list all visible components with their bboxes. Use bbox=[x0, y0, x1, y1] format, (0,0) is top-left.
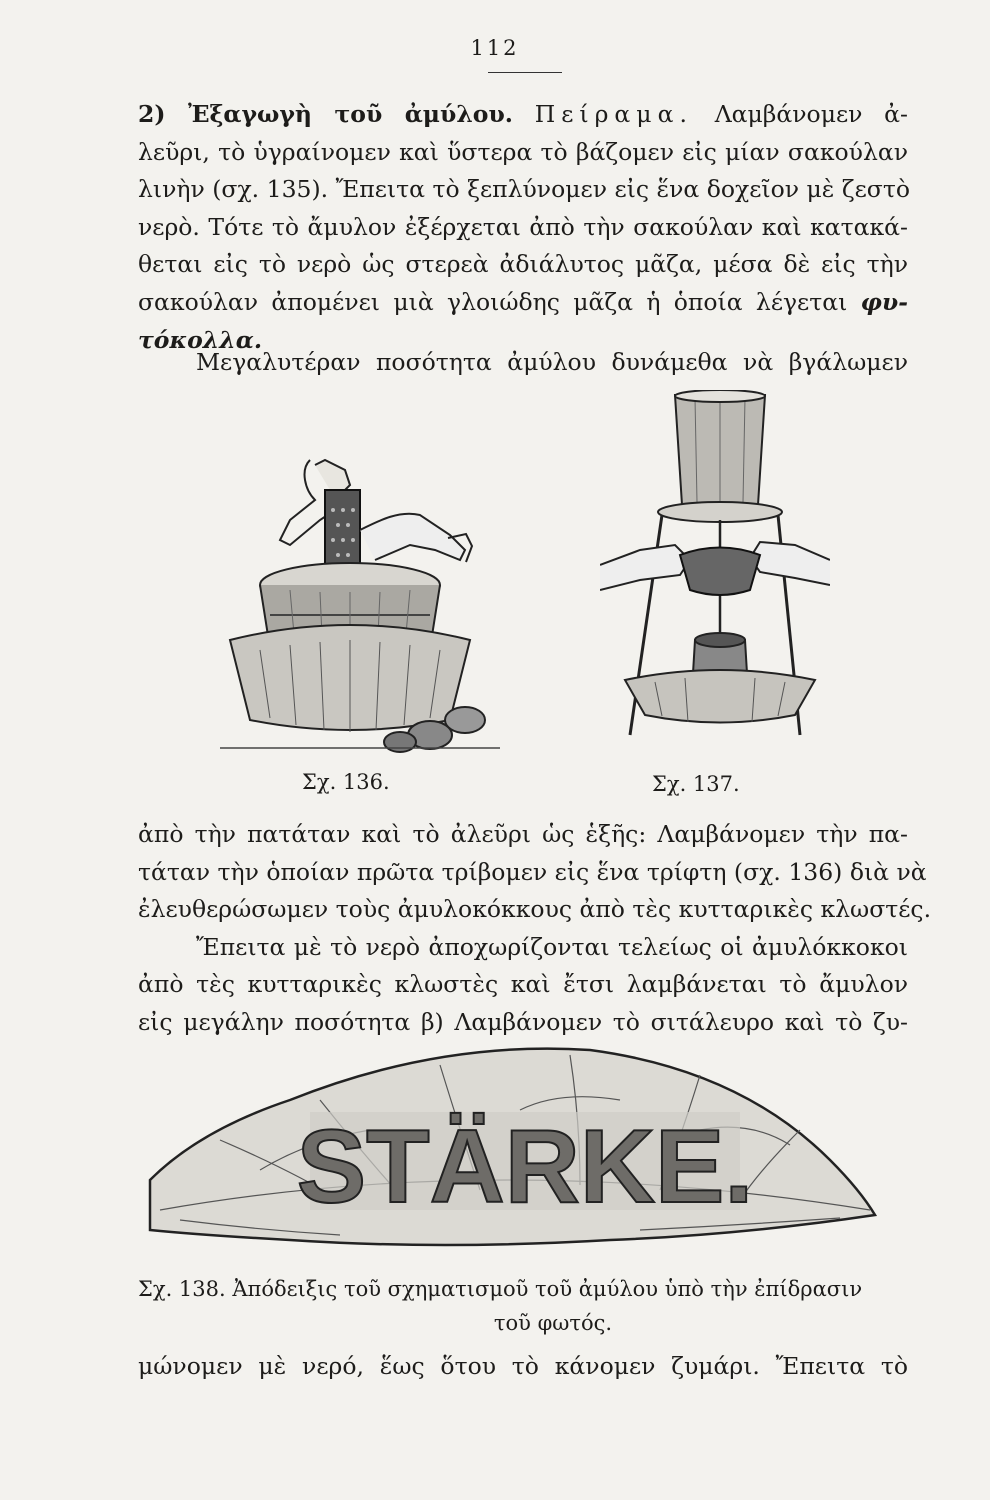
text-line bbox=[138, 284, 908, 322]
text-line: τάταν τὴν ὁποίαν πρῶτα τρίβομεν εἰς ἕνα τρίφτη (σχ. 136) διὰ νὰ bbox=[138, 857, 927, 886]
term-phytocolla: φυ- bbox=[860, 287, 908, 316]
text-line: λεῦρι, τὸ ὑγραίνομεν καὶ ὕστερα τὸ βάζομεν εἰς μίαν σακούλαν bbox=[138, 137, 908, 166]
text-line: νερὸ. Τότε τὸ ἄμυλον ἐξέρχεται ἀπὸ τὴν σακούλαν καὶ κατακά- bbox=[138, 212, 908, 241]
text-line: θεται εἰς τὸ νερὸ ὡς στερεὰ ἀδιάλυτος μᾶζα, μέσα δὲ εἰς τὴν bbox=[138, 250, 908, 279]
figure-136-caption: Σχ. 136. bbox=[302, 770, 390, 794]
text-line: Ἔπειτα μὲ τὸ νερὸ ἀποχωρίζονται τελείως οἱ ἀμυλόκκοκοι bbox=[196, 932, 908, 961]
text-line: λινὴν (σχ. 135). Ἔπειτα τὸ ξεπλύνομεν εἰς ἕνα δοχεῖον μὲ ζεστὸ bbox=[138, 175, 910, 204]
figure-138-leaf-illustration bbox=[140, 1030, 880, 1260]
text-line: εἰς μεγάλην ποσότητα β) Λαμβάνομεν τὸ σιτάλευρο καὶ τὸ ζυ- bbox=[138, 1007, 908, 1036]
figure-138-caption bbox=[138, 1272, 908, 1340]
text-line: Μεγαλυτέραν ποσότητα ἀμύλου δυνάμεθα νὰ βγάλωμεν bbox=[196, 348, 908, 376]
leaf-starch-word: STÄRKE. bbox=[296, 1109, 754, 1225]
paragraph-more-starch bbox=[138, 344, 908, 382]
text-line: ἀπὸ τὲς κυτταρικὲς κλωστὲς καὶ ἔτσι λαμβάνεται τὸ ἄμυλον bbox=[138, 970, 908, 999]
term-phytocolla-end: τόκολλα. bbox=[138, 325, 262, 354]
paragraph-dough bbox=[138, 1348, 908, 1386]
page-number: 112 bbox=[470, 36, 520, 60]
figure-138-caption-line2: τοῦ φωτός. bbox=[493, 1311, 613, 1335]
text-line: μώνομεν μὲ νερό, ἕως ὅτου τὸ κάνομεν ζυμάρι. Ἔπειτα τὸ bbox=[138, 1352, 908, 1380]
figure-137-caption: Σχ. 137. bbox=[652, 772, 740, 796]
line-text: Λαμβάνομεν ἀ- bbox=[714, 100, 908, 128]
line-text: σακούλαν ἀπομένει μιὰ γλοιώδης μᾶζα ἡ ὁποία λέγεται bbox=[138, 287, 848, 316]
section-heading: 2) Ἐξαγωγὴ τοῦ ἀμύλου. bbox=[138, 100, 513, 128]
figure-136-illustration bbox=[220, 450, 500, 770]
experiment-label: Πείραμα. bbox=[534, 100, 693, 128]
figure-138-caption-line1: Σχ. 138. Ἀπόδειξις τοῦ σχηματισμοῦ τοῦ ἀμύλου ὑπὸ τὴν ἐπίδρασιν bbox=[138, 1277, 863, 1301]
text-line bbox=[138, 96, 908, 134]
text-line: ἐλευθερώσωμεν τοὺς ἀμυλοκόκκους ἀπὸ τὲς κυτταρικὲς κλωστές. bbox=[138, 895, 932, 924]
figure-137-illustration bbox=[600, 390, 830, 750]
paragraph-potato-method bbox=[138, 816, 932, 1042]
paragraph-starch-extraction bbox=[138, 96, 908, 359]
text-line: ἀπὸ τὴν πατάταν καὶ τὸ ἀλεῦρι ὡς ἑξῆς: Λαμβάνομεν τὴν πα- bbox=[138, 820, 908, 848]
header-rule bbox=[488, 72, 562, 73]
